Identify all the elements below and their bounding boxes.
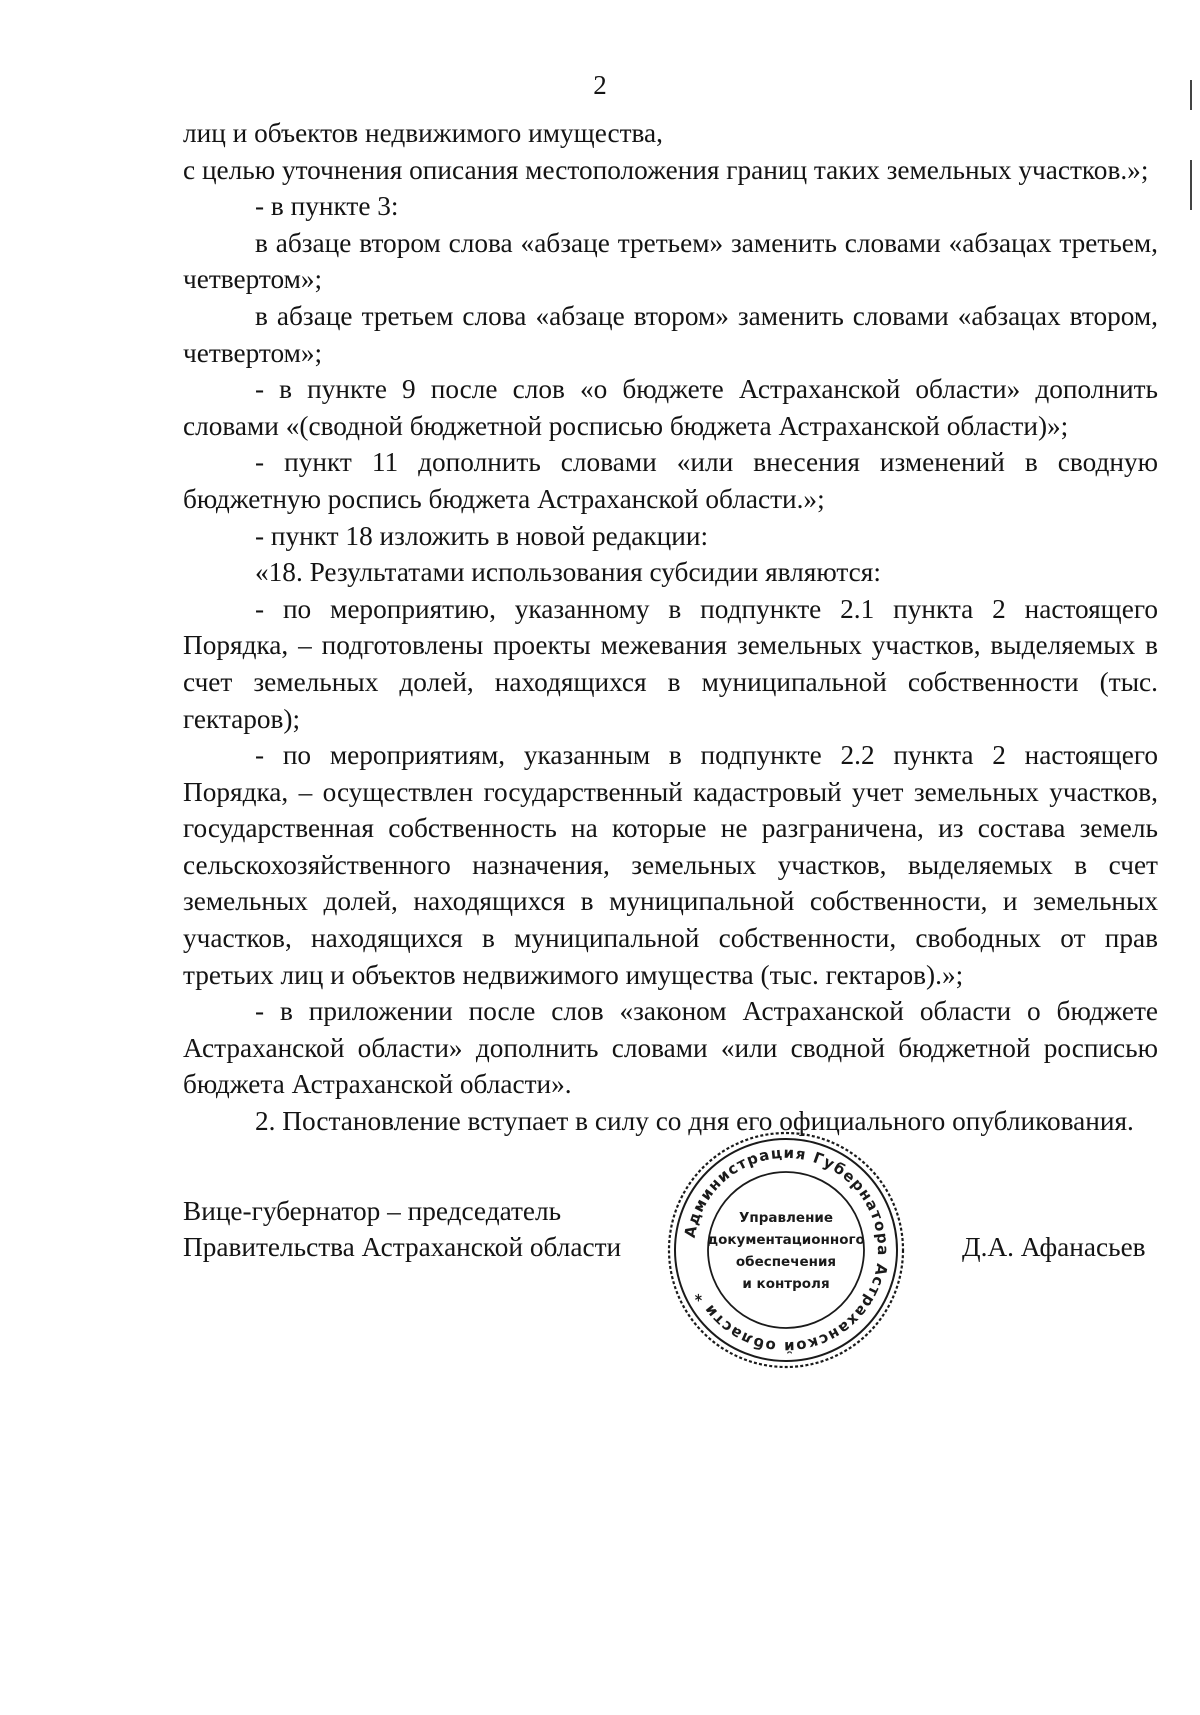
stamp-center-line: Управление xyxy=(738,1210,834,1226)
body-paragraph: с целью уточнения описания местоположения границ таких земельных участков.»; xyxy=(183,154,1149,185)
scan-artifact xyxy=(1190,160,1192,210)
body-paragraph: - в пункте 9 после слов «о бюджете Астраханской области» дополнить словами «(сводной бюджетной росписью бюджета Астраханской области)»; xyxy=(183,374,1158,441)
stamp-ring-text: Администрация Губернатора Астраханской области * xyxy=(680,1143,893,1357)
stamp-center-line: обеспечения xyxy=(735,1254,837,1270)
document-body xyxy=(183,115,1158,1140)
signature-position-line-2: Правительства Астраханской области xyxy=(183,1232,622,1262)
body-paragraph: - пункт 18 изложить в новой редакции: xyxy=(255,520,709,551)
scan-artifact xyxy=(1190,80,1192,110)
official-stamp xyxy=(666,1130,906,1370)
body-paragraph: - в приложении после слов «законом Астраханской области о бюджете Астраханской области» дополнить словами «или сводной бюджетной росписью бюджета Астраханской области». xyxy=(183,996,1158,1100)
stamp-outer-ring xyxy=(669,1133,903,1367)
body-paragraph: - по мероприятиям, указанным в подпункте 2.2 пункта 2 настоящего Порядка, – осуществлен государственный кадастровый учет земельных участков, государственная собственность на которые не разграничена, из состава земель сельскохозяйственного назначения, земельных участков, выделяемых в счет земельных долей, находящихся в муниципальной собственности, и земельных участков, находящихся в муниципальной собственности, свободных от прав третьих лиц и объектов недвижимого имущества (тыс. гектаров).»; xyxy=(183,740,1158,990)
stamp-center-line: документационного xyxy=(707,1232,865,1248)
stamp-inner-ring xyxy=(708,1172,864,1328)
signature-position-line-1: Вице-губернатор – председатель xyxy=(183,1196,562,1226)
body-paragraph: - по мероприятию, указанному в подпункте 2.1 пункта 2 настоящего Порядка, – подготовлены проекты межевания земельных участков, выделяемых в счет земельных долей, находящихся в муниципальной собственности (тыс. гектаров); xyxy=(183,593,1158,734)
body-paragraph: «18. Результатами использования субсидии являются: xyxy=(255,557,881,588)
body-paragraph: в абзаце втором слова «абзаце третьем» заменить словами «абзацах третьем, четвертом»; xyxy=(183,227,1158,295)
signature-position xyxy=(183,1193,621,1265)
body-paragraph: - пункт 11 дополнить словами «или внесения изменений в сводную бюджетную роспись бюджета Астраханской области.»; xyxy=(183,447,1158,514)
body-paragraph: - в пункте 3: xyxy=(255,191,399,222)
page-number: 2 xyxy=(593,70,607,100)
body-paragraph: в абзаце третьем слова «абзаце втором» заменить словами «абзацах втором, четвертом»; xyxy=(183,300,1158,368)
body-paragraph: лиц и объектов недвижимого имущества, xyxy=(183,118,664,148)
signer-name: Д.А. Афанасьев xyxy=(962,1232,1146,1262)
stamp-center-line: и контроля xyxy=(742,1276,830,1292)
body-paragraph: 2. Постановление вступает в силу со дня его официального опубликования. xyxy=(255,1106,1134,1137)
